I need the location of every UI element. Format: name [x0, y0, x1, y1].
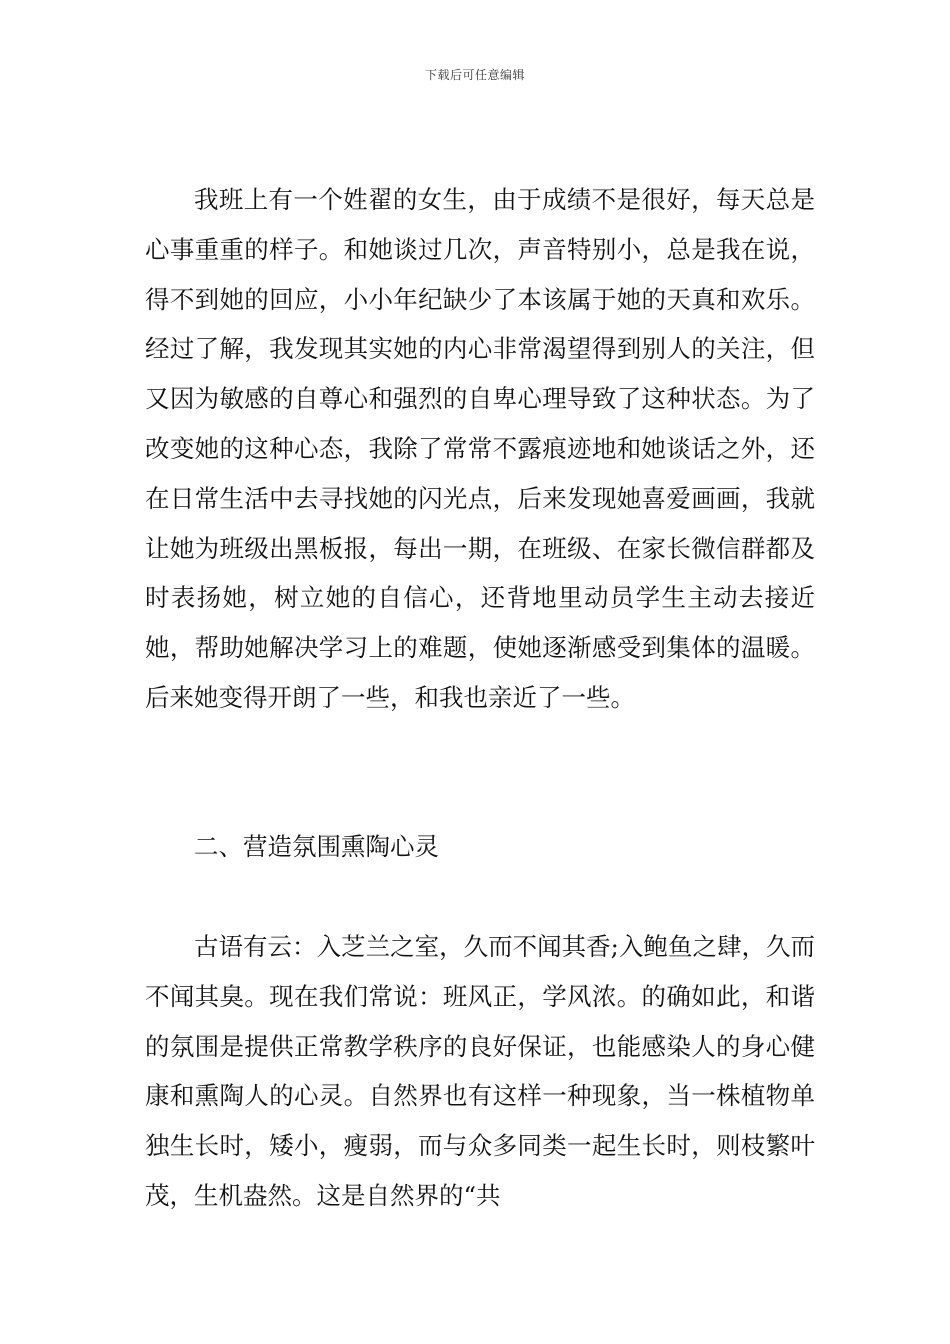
page-header: 下载后可任意编辑 [424, 68, 525, 82]
section-heading: 二、营造氛围熏陶心灵 [194, 832, 439, 861]
paragraph-text: 古语有云：入芝兰之室，久而不闻其香;入鲍鱼之肆，久而不闻其臭。现在我们常说：班风正，学风浓。的确如此，和谐的氛围是提供正常教学秩序的良好保证，也能感染人的身心健康和熏陶人的心灵。自然界也有这样一种现象，当一株植物单独生长时，矮小，瘦弱，而与众多同类一起生长时，则枝繁叶茂，生机盎然。这是自然界的“共 [145, 932, 815, 1210]
body-paragraph-2 [145, 922, 815, 1221]
paragraph-text: 我班上有一个姓翟的女生，由于成绩不是很好，每天总是心事重重的样子。和她谈过几次，声音特别小，总是我在说，得不到她的回应，小小年纪缺少了本该属于她的天真和欢乐。经过了解，我发现其实她的内心非常渴望得到别人的关注，但又因为敏感的自尊心和强烈的自卑心理导致了这种状态。为了改变她的这种心态，我除了常常不露痕迹地和她谈话之外，还在日常生活中去寻找她的闪光点，后来发现她喜爱画画，我就让她为班级出黑板报，每出一期，在班级、在家长微信群都及时表扬她，树立她的自信心，还背地里动员学生主动去接近她，帮助她解决学习上的难题，使她逐渐感受到集体的温暖。后来她变得开朗了一些，和我也亲近了一些。 [145, 185, 815, 712]
body-paragraph-1 [145, 175, 815, 723]
